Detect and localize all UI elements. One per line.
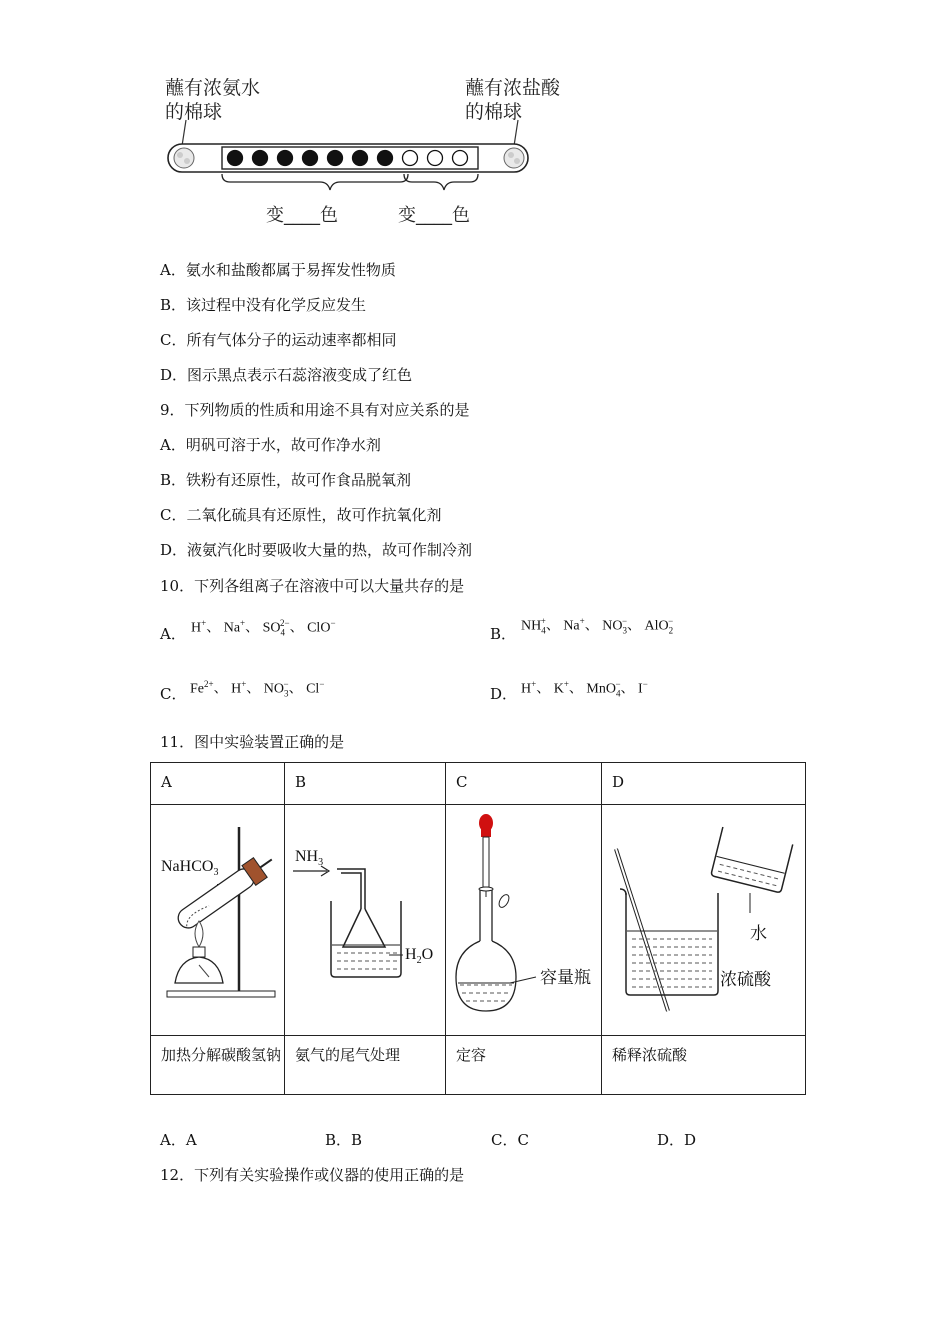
- q9-option-d: D．液氨汽化时要吸收大量的热，故可作制冷剂: [160, 541, 473, 559]
- label-left-line1: 蘸有浓氨水: [165, 77, 261, 99]
- volumetric-flask-drawing: [446, 805, 601, 1031]
- q10-b-ions: $NH_4^+$、 Na+、 $NO_3^-$、 AlO$_2$−: [521, 616, 674, 636]
- q11-answer-b: B．B: [325, 1131, 363, 1149]
- svg-text:容量瓶: 容量瓶: [540, 968, 591, 987]
- figure-b-nh3-absorption: [285, 805, 446, 1036]
- q11-answer-c: C．C: [491, 1131, 529, 1149]
- dot-empty: [453, 151, 468, 166]
- brace-right: [404, 174, 478, 190]
- figure-a-heating: [151, 805, 285, 1036]
- q9-stem: 9．下列物质的性质和用途不具有对应关系的是: [160, 401, 470, 419]
- svg-text:NaHCO3: NaHCO$_3$: [161, 858, 219, 878]
- dot-filled: [253, 151, 268, 166]
- cotton-ball-left: [174, 148, 194, 168]
- q8-option-d: D．图示黑点表示石蕊溶液变成了红色: [160, 366, 413, 384]
- caption-a: 加热分解碳酸氢钠: [151, 1036, 285, 1095]
- dilution-apparatus-drawing: [602, 805, 805, 1031]
- q11-apparatus-table: [150, 762, 806, 1095]
- q10-a-ions: H+、 Na+、 $SO_4^{2-}$、 ClO−: [191, 618, 336, 638]
- header-c: C: [446, 763, 602, 805]
- q8-option-c: C．所有气体分子的运动速率都相同: [160, 331, 397, 349]
- dot-filled: [378, 151, 393, 166]
- figure-d-dilution: [602, 805, 806, 1036]
- dot-filled: [228, 151, 243, 166]
- dot-filled: [278, 151, 293, 166]
- header-a: A: [151, 763, 285, 805]
- q12-stem: 12．下列有关实验操作或仪器的使用正确的是: [160, 1166, 465, 1184]
- dot-empty: [428, 151, 443, 166]
- label-color-left: 变____色: [266, 205, 338, 226]
- figure-c-volumetric-flask: [446, 805, 602, 1036]
- dot-filled: [328, 151, 343, 166]
- label-right-line1: 蘸有浓盐酸: [465, 77, 561, 99]
- diffusion-tube-diagram: [160, 118, 540, 198]
- q10-option-c-label: C．: [160, 685, 187, 703]
- q10-d-ions: H+、 K+、 MnO$_4$−、 I−: [521, 679, 648, 699]
- svg-text:水: 水: [750, 924, 767, 943]
- caption-d: 稀释浓硫酸: [602, 1036, 806, 1095]
- svg-text:NH3: $NH_3$: [295, 848, 324, 868]
- q9-option-b: B．铁粉有还原性，故可作食品脱氧剂: [160, 471, 412, 489]
- q11-answer-a: A．A: [160, 1131, 197, 1149]
- q9-option-c: C．二氧化硫具有还原性，故可作抗氧化剂: [160, 506, 442, 524]
- label-right-line2: 的棉球: [465, 101, 523, 123]
- q11-stem: 11．图中实验装置正确的是: [160, 733, 345, 751]
- svg-text:浓硫酸: 浓硫酸: [720, 970, 771, 989]
- label-hcl-cotton: [465, 76, 560, 124]
- label-left-line2: 的棉球: [165, 101, 223, 123]
- q10-c-ions: $Fe^{2+}$、 H+、 $NO_3^-$、 Cl−: [190, 679, 325, 699]
- q10-option-b-label: B．: [490, 625, 517, 643]
- dot-filled: [353, 151, 368, 166]
- label-ammonia-cotton: [165, 76, 260, 124]
- brace-left: [222, 174, 408, 190]
- q9-option-a: A．明矾可溶于水，故可作净水剂: [160, 436, 381, 454]
- svg-text:H2O: $H_2O$: [405, 946, 434, 966]
- q10-stem: 10．下列各组离子在溶液中可以大量共存的是: [160, 577, 465, 595]
- dot-filled: [303, 151, 318, 166]
- absorption-apparatus-drawing: [285, 805, 445, 1031]
- cotton-ball-right: [504, 148, 524, 168]
- caption-c: 定容: [446, 1036, 602, 1095]
- dot-empty: [403, 151, 418, 166]
- label-color-right: 变____色: [398, 205, 470, 226]
- q10-option-a-label: A．: [160, 625, 186, 643]
- q11-answer-d: D．D: [657, 1131, 697, 1149]
- caption-b: 氨气的尾气处理: [285, 1036, 446, 1095]
- q8-option-a: A．氨水和盐酸都属于易挥发性物质: [160, 261, 396, 279]
- header-b: B: [285, 763, 446, 805]
- q10-option-d-label: D．: [490, 685, 518, 703]
- q8-option-b: B．该过程中没有化学反应发生: [160, 296, 367, 314]
- heating-apparatus-drawing: [151, 805, 284, 1031]
- header-d: D: [602, 763, 806, 805]
